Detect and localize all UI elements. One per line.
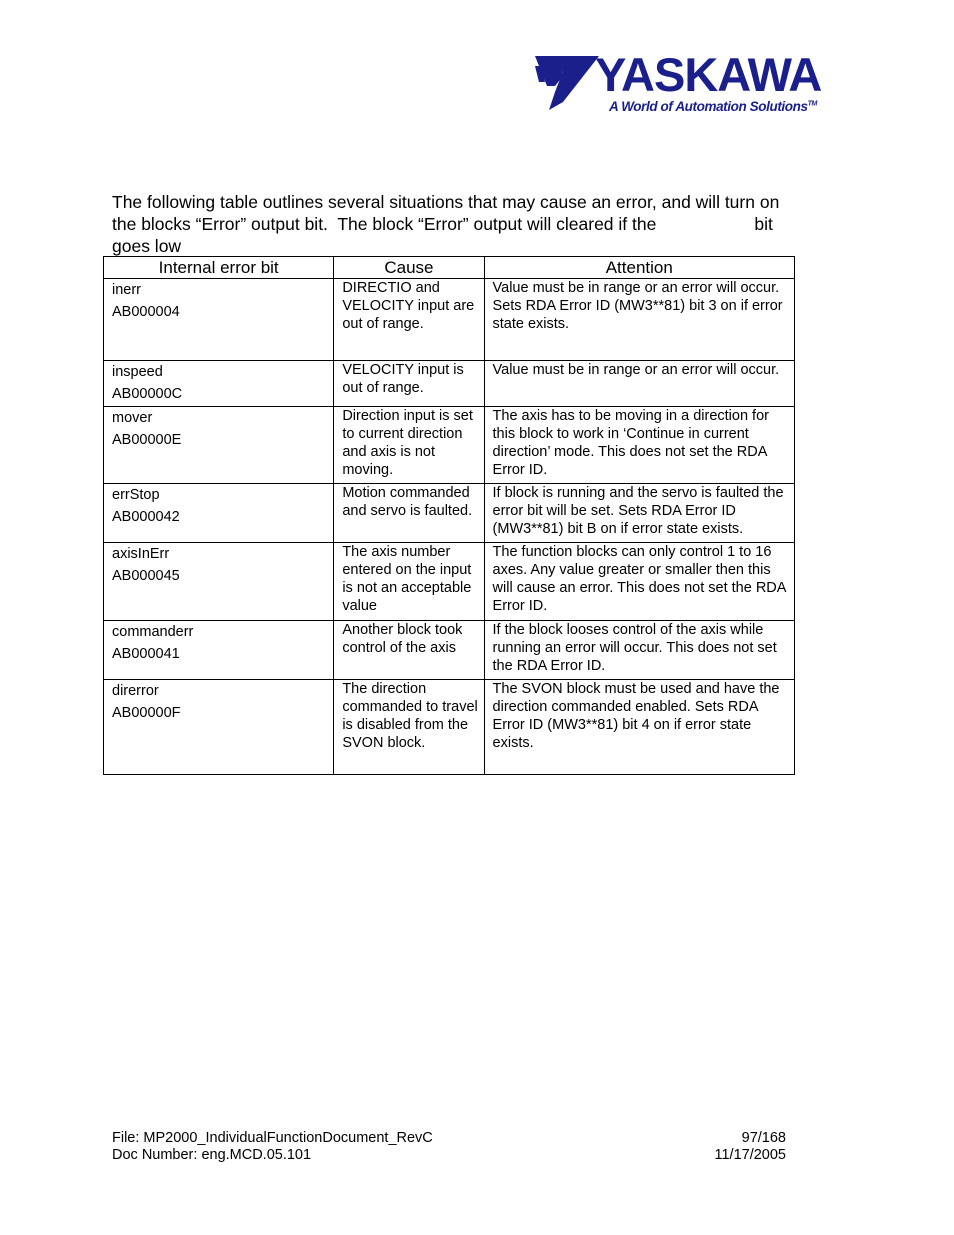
- cause-cell: The axis number entered on the input is not an acceptable value: [334, 543, 484, 621]
- error-bit-cell: [104, 279, 334, 361]
- attention-cell: If block is running and the servo is faulted the error bit will be set. Sets RDA Error ID (MW3**81) bit B on if error state exists.: [484, 484, 794, 543]
- internal-error-table: [103, 256, 795, 775]
- table-row: [104, 484, 795, 543]
- attention-cell: The function blocks can only control 1 to 16 axes. Any value greater or smaller then this will cause an error. This does not set the RDA Error ID.: [484, 543, 794, 621]
- attention-cell: Value must be in range or an error will occur.: [484, 361, 794, 407]
- bit-code: AB00000E: [112, 432, 182, 448]
- cause-cell: Motion commanded and servo is faulted.: [334, 484, 484, 543]
- error-bit-cell: [104, 621, 334, 680]
- attention-cell: The axis has to be moving in a direction for this block to work in ‘Continue in current direction’ mode. This does not set the RDA Error ID.: [484, 407, 794, 484]
- table-row: [104, 543, 795, 621]
- footer-page-number: 97/168: [741, 1130, 786, 1146]
- bit-code: AB000042: [112, 509, 180, 525]
- bit-name: axisInErr: [112, 546, 170, 562]
- yaskawa-logo: [533, 48, 823, 122]
- cause-cell: The direction commanded to travel is disabled from the SVON block.: [334, 680, 484, 775]
- table-row: [104, 621, 795, 680]
- bit-code: AB00000C: [112, 386, 183, 402]
- bit-name: inspeed: [112, 364, 163, 380]
- table-row: [104, 279, 795, 361]
- cause-cell: DIRECTIO and VELOCITY input are out of range.: [334, 279, 484, 361]
- header-internal-error-bit: Internal error bit: [104, 257, 334, 279]
- yaskawa-emblem-icon: [533, 52, 603, 112]
- intro-line-1: The following table outlines several situations that may cause an error, and will turn on: [112, 192, 780, 212]
- intro-line-3: goes low: [112, 236, 182, 256]
- logo-wordmark: YASKAWA: [595, 48, 822, 101]
- header-attention: Attention: [484, 257, 794, 279]
- intro-paragraph: [112, 191, 832, 257]
- attention-cell: Value must be in range or an error will occur. Sets RDA Error ID (MW3**81) bit 3 on if error state exists.: [484, 279, 794, 361]
- bit-code: AB000004: [112, 304, 180, 320]
- cause-cell: Another block took control of the axis: [334, 621, 484, 680]
- bit-name: inerr: [112, 282, 142, 298]
- cause-cell: Direction input is set to current direction and axis is not moving.: [334, 407, 484, 484]
- page-footer: [112, 1130, 786, 1164]
- table-row: [104, 680, 795, 775]
- error-bit-cell: [104, 484, 334, 543]
- attention-cell: If the block looses control of the axis while running an error will occur. This does not set the RDA Error ID.: [484, 621, 794, 680]
- error-bit-cell: [104, 407, 334, 484]
- header-cause: Cause: [334, 257, 484, 279]
- logo-tagline: A World of Automation Solutions™: [609, 99, 817, 114]
- cause-cell: VELOCITY input is out of range.: [334, 361, 484, 407]
- bit-code: AB000041: [112, 646, 180, 662]
- bit-name: commanderr: [112, 624, 194, 640]
- footer-file: File: MP2000_IndividualFunctionDocument_RevC: [112, 1130, 433, 1146]
- table-header-row: [104, 257, 795, 279]
- attention-cell: The SVON block must be used and have the direction commanded enabled. Sets RDA Error ID (MW3**81) bit 4 on if error state exists.: [484, 680, 794, 775]
- footer-doc-number: Doc Number: eng.MCD.05.101: [112, 1147, 312, 1163]
- bit-code: AB000045: [112, 568, 180, 584]
- error-bit-cell: [104, 680, 334, 775]
- footer-date: 11/17/2005: [714, 1147, 786, 1163]
- bit-code: AB00000F: [112, 705, 181, 721]
- table-row: [104, 361, 795, 407]
- bit-name: direrror: [112, 683, 159, 699]
- bit-name: errStop: [112, 487, 160, 503]
- error-bit-cell: [104, 361, 334, 407]
- table-row: [104, 407, 795, 484]
- bit-name: mover: [112, 410, 153, 426]
- intro-line-2: the blocks “Error” output bit. The block “Error” output will cleared if the bit: [112, 214, 773, 234]
- error-bit-cell: [104, 543, 334, 621]
